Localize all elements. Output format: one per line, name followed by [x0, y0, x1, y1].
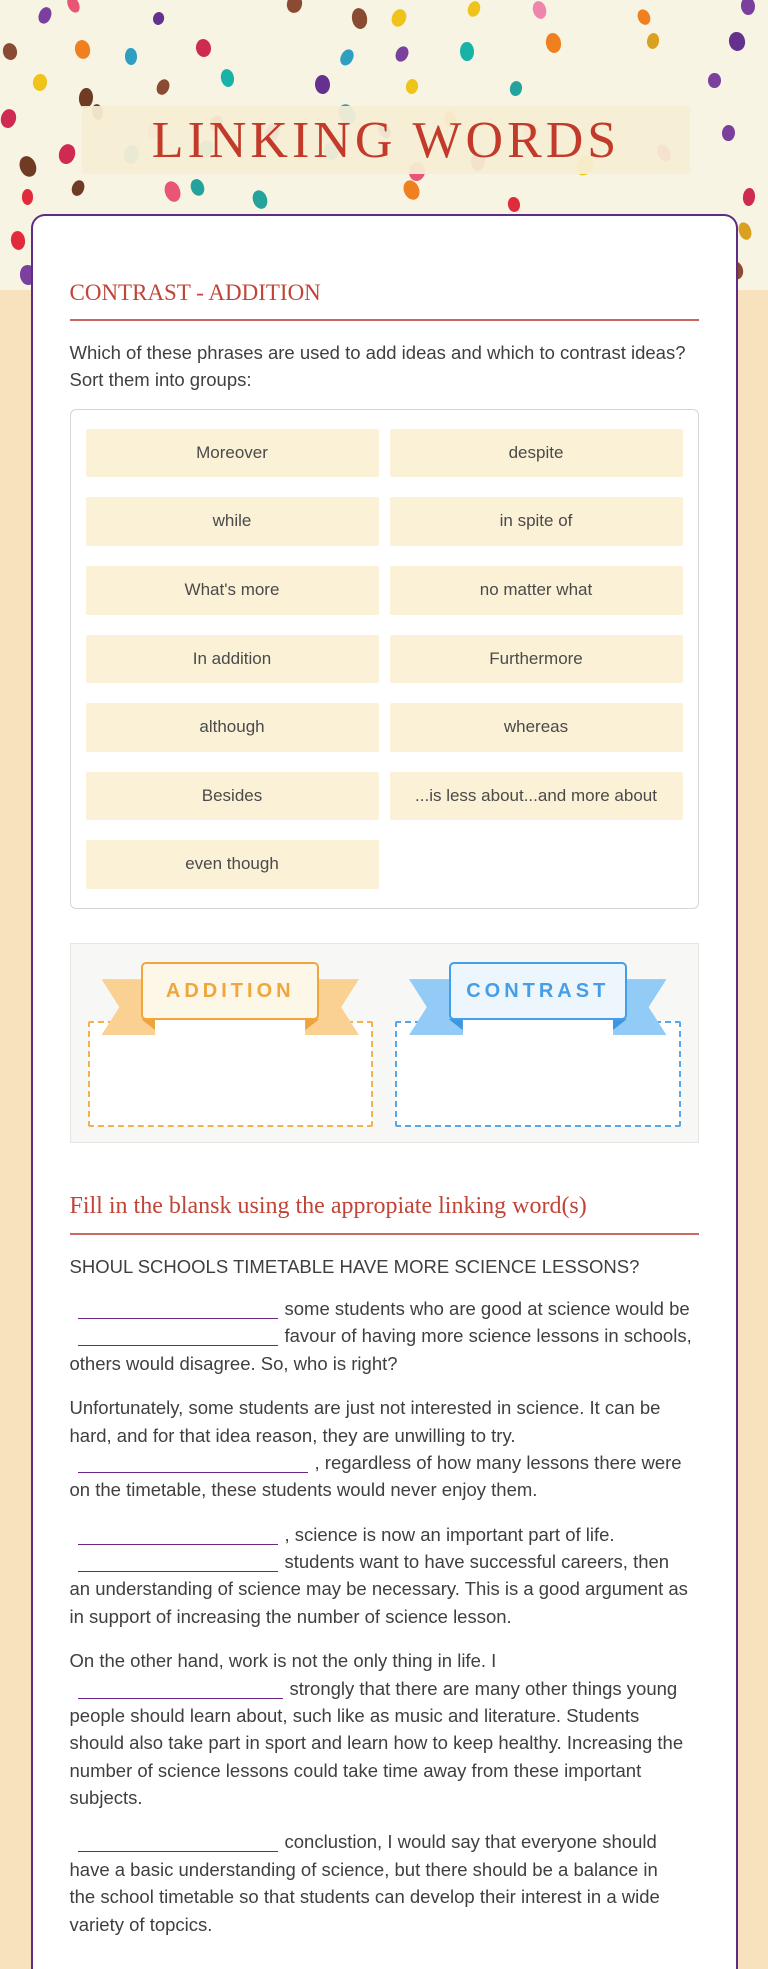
contrast-drop-zone[interactable] — [395, 1021, 681, 1127]
answer-blank[interactable] — [78, 1453, 308, 1473]
word-chip[interactable]: while — [86, 497, 379, 546]
confetti-dot — [635, 7, 653, 27]
confetti-dot — [22, 189, 34, 205]
answer-blank[interactable] — [78, 1299, 278, 1319]
confetti-dot — [460, 42, 474, 62]
answer-blank[interactable] — [78, 1552, 278, 1572]
confetti-dot — [219, 68, 235, 89]
word-chip[interactable]: Furthermore — [390, 635, 683, 684]
section-heading-contrast-addition: CONTRAST - ADDITION — [70, 280, 699, 321]
confetti-dot — [56, 142, 77, 166]
sort-groups-section — [70, 943, 699, 1143]
confetti-dot — [9, 231, 26, 252]
confetti-dot — [466, 0, 483, 19]
confetti-dot — [351, 7, 370, 30]
fill-paragraph: Unfortunately, some students are just not interested in science. It can be hard, and for that idea reason, they are unwilling to try. , regardless of how many lessons there were on the timetable, these students would never enjoy them. — [69, 1397, 682, 1501]
confetti-dot — [404, 78, 418, 94]
confetti-dot — [401, 178, 423, 202]
confetti-dot — [154, 77, 171, 97]
confetti-dot — [728, 30, 747, 51]
section-heading-fill-blanks: Fill in the blansk using the appropiate linking word(s) — [70, 1193, 699, 1235]
word-chip[interactable]: In addition — [86, 635, 379, 684]
word-chip[interactable]: whereas — [390, 703, 683, 752]
confetti-dot — [506, 196, 520, 213]
fill-paragraph: , science is now an important part of life. students want to have successful careers, then an understanding of science may be necessary. This is a good argument as in support of increasing the number of science lesson. — [69, 1523, 688, 1627]
confetti-dot — [64, 0, 82, 15]
addition-group — [84, 957, 378, 1129]
confetti-dot — [285, 0, 304, 14]
page-title: LINKING WORDS — [151, 111, 621, 169]
confetti-dot — [722, 124, 736, 141]
confetti-dot — [16, 154, 38, 180]
word-bank — [70, 409, 699, 909]
confetti-dot — [195, 38, 213, 58]
title-banner — [82, 106, 690, 174]
addition-ribbon-label: ADDITION — [141, 962, 319, 1020]
confetti-dot — [32, 73, 48, 92]
worksheet-card — [31, 214, 738, 1969]
word-chip[interactable]: Besides — [86, 772, 379, 821]
addition-drop-zone[interactable] — [88, 1021, 374, 1127]
confetti-dot — [124, 48, 137, 65]
fill-paragraph: On the other hand, work is not the only thing in life. I strongly that there are many other things young people should learn about, such like as music and literature. Students should also take part in sport and learn how to keep healthy. Increasing the number of science lessons could take time away from these important subjects. — [69, 1650, 684, 1809]
word-chip[interactable]: despite — [390, 429, 683, 478]
word-chip[interactable]: Moreover — [86, 429, 379, 478]
confetti-dot — [393, 44, 411, 64]
word-chip[interactable]: What's more — [86, 566, 379, 615]
confetti-dot — [78, 87, 93, 108]
confetti-dot — [531, 0, 548, 20]
answer-blank[interactable] — [78, 1679, 283, 1699]
confetti-dot — [152, 11, 166, 27]
confetti-dot — [250, 188, 270, 211]
confetti-dot — [69, 179, 86, 199]
confetti-dot — [37, 5, 55, 25]
confetti-dot — [314, 75, 330, 95]
word-chip[interactable]: no matter what — [390, 566, 683, 615]
confetti-dot — [188, 177, 206, 197]
word-chip[interactable]: ...is less about...and more about — [390, 772, 683, 821]
confetti-dot — [708, 73, 721, 88]
confetti-dot — [338, 47, 357, 68]
answer-blank[interactable] — [78, 1326, 278, 1346]
confetti-dot — [509, 80, 523, 97]
fill-paragraph: conclustion, I would say that everyone should have a basic understanding of science, but there should be a balance in the school timetable so that students can develop their interest in a wide variety of topcics. — [69, 1831, 660, 1935]
confetti-dot — [740, 0, 756, 17]
contrast-ribbon-label: CONTRAST — [449, 962, 627, 1020]
answer-blank[interactable] — [78, 1832, 278, 1852]
confetti-dot — [742, 187, 756, 206]
confetti-dot — [646, 32, 661, 50]
confetti-dot — [736, 221, 754, 242]
word-chip[interactable]: in spite of — [390, 497, 683, 546]
confetti-dot — [162, 179, 183, 204]
word-chip[interactable]: even though — [86, 840, 379, 889]
sorting-instruction: Which of these phrases are used to add ideas and which to contrast ideas? Sort them into groups: — [69, 342, 686, 390]
confetti-dot — [73, 39, 91, 60]
word-chip[interactable]: although — [86, 703, 379, 752]
confetti-dot — [1, 41, 19, 61]
answer-blank[interactable] — [78, 1525, 278, 1545]
confetti-dot — [389, 7, 409, 29]
essay-question: SHOUL SCHOOLS TIMETABLE HAVE MORE SCIENCE LESSONS? — [69, 1256, 640, 1278]
confetti-dot — [545, 32, 563, 55]
fill-paragraph: some students who are good at science would be favour of having more science lessons in schools, others would disagree. So, who is right? — [69, 1298, 692, 1374]
confetti-dot — [0, 108, 18, 130]
contrast-group — [391, 957, 685, 1129]
fill-paragraphs — [70, 1295, 699, 1938]
